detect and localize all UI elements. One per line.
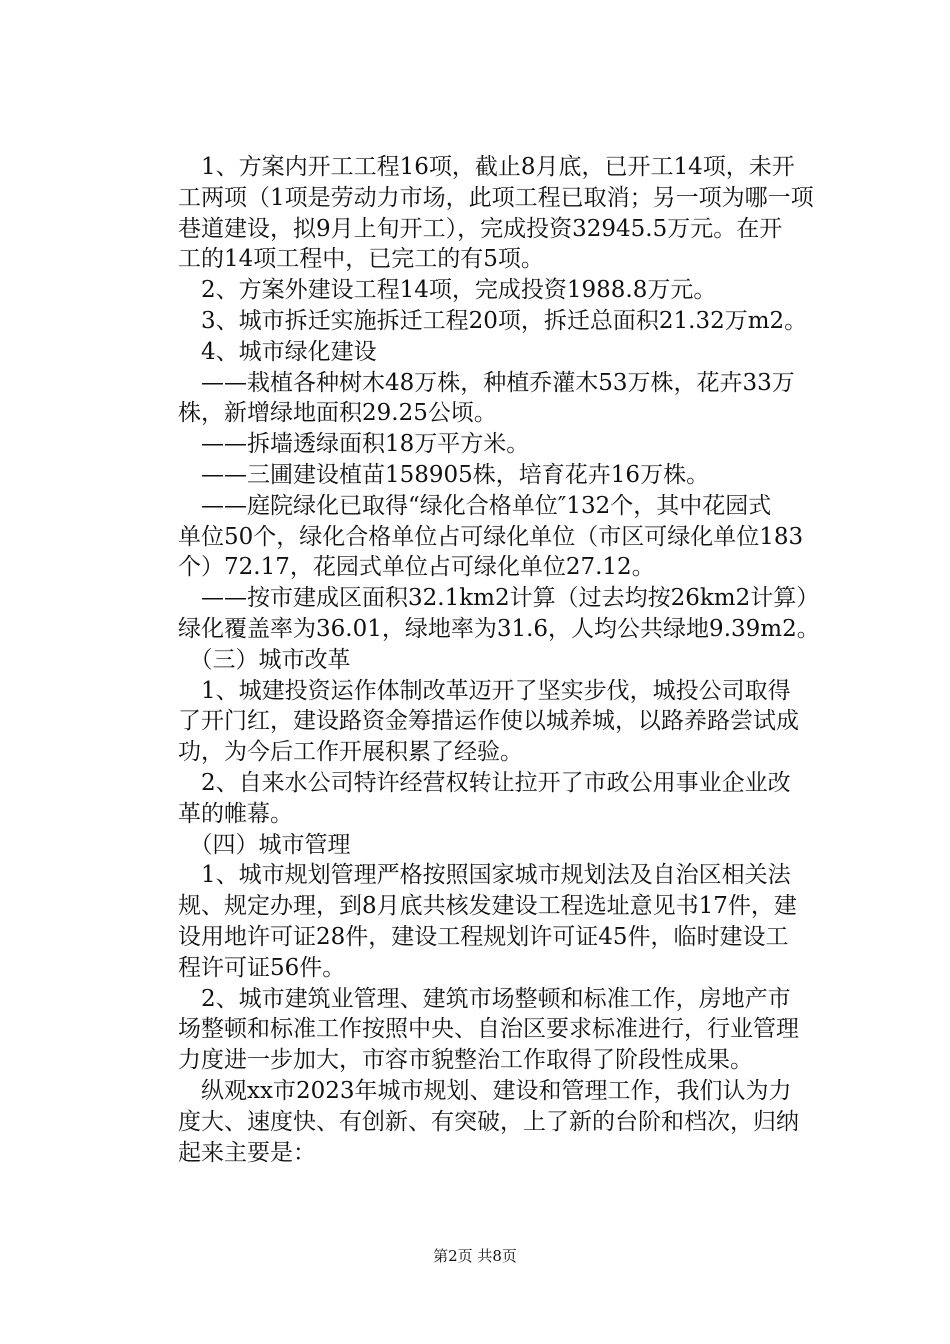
- text-line: 起来主要是：: [178, 1139, 316, 1166]
- text-line: 绿化覆盖率为36.01，绿地率为31.6，人均公共绿地9.39m2。: [178, 615, 820, 642]
- text-line: 了开门红，建设路资金筹措运作使以城养城，以路养路尝试成: [178, 708, 799, 735]
- text-line: 4、城市绿化建设: [178, 338, 377, 365]
- text-line: ——庭院绿化已取得“绿化合格单位″132个，其中花园式: [178, 492, 772, 519]
- text-line: 2、城市建筑业管理、建筑市场整顿和标准工作，房地产市: [178, 985, 791, 1012]
- text-line: 个）72.17，花园式单位占可绿化单位27.12。: [178, 554, 655, 581]
- text-line: 巷道建设，拟9月上旬开工），完成投资32945.5万元。在开: [178, 215, 783, 242]
- text-line: 单位50个，绿化合格单位占可绿化单位（市区可绿化单位183: [178, 523, 804, 550]
- text-line: ——三圃建设植苗158905株，培育花卉16万株。: [178, 461, 710, 488]
- text-line: 1、方案内开工工程16项，截止8月底，已开工14项，未开: [178, 154, 795, 180]
- text-line: ——按市建成区面积32.1km2计算（过去均按26km2计算）: [178, 585, 820, 612]
- section-heading: （四）城市管理: [178, 831, 351, 858]
- text-line: 功，为今后工作开展积累了经验。: [178, 739, 523, 766]
- section-heading: （三）城市改革: [178, 646, 351, 673]
- text-line: 规、规定办理，到8月底共核发建设工程选址意见书17件，建: [178, 893, 797, 920]
- text-line: 设用地许可证28件，建设工程规划许可证45件，临时建设工: [178, 923, 789, 950]
- text-line: 度大、速度快、有创新、有突破，上了新的台阶和档次，归纳: [178, 1108, 799, 1135]
- text-line: 3、城市拆迁实施拆迁工程20项，拆迁总面积21.32万m2。: [178, 307, 808, 334]
- page-number-footer: 第2页 共8页: [433, 1247, 517, 1265]
- text-line: 场整顿和标准工作按照中央、自治区要求标准进行，行业管理: [178, 1016, 799, 1043]
- text-line: 2、自来水公司特许经营权转让拉开了市政公用事业企业改: [178, 769, 791, 796]
- text-line: 工两项（1项是劳动力市场，此项工程已取消；另一项为哪一项: [178, 184, 814, 211]
- text-line: 纵观xx市2023年城市规划、建设和管理工作，我们认为力: [178, 1077, 792, 1104]
- text-line: 株，新增绿地面积29.25公顷。: [178, 400, 497, 427]
- text-line: 革的帷幕。: [178, 800, 293, 827]
- text-line: 力度进一步加大，市容市貌整治工作取得了阶段性成果。: [178, 1047, 753, 1074]
- text-line: 工的14项工程中，已完工的有5项。: [178, 246, 544, 273]
- document-body: [178, 152, 838, 1168]
- text-line: ——栽植各种树木48万株，种植乔灌木53万株，花卉33万: [178, 369, 795, 396]
- text-line: 1、城市规划管理严格按照国家城市规划法及自治区相关法: [178, 862, 791, 889]
- text-line: 2、方案外建设工程14项，完成投资1988.8万元。: [178, 277, 717, 304]
- text-line: 程许可证56件。: [178, 954, 346, 981]
- text-line: ——拆墙透绿面积18万平方米。: [178, 431, 530, 458]
- text-line: 1、城建投资运作体制改革迈开了坚实步伐，城投公司取得: [178, 677, 791, 704]
